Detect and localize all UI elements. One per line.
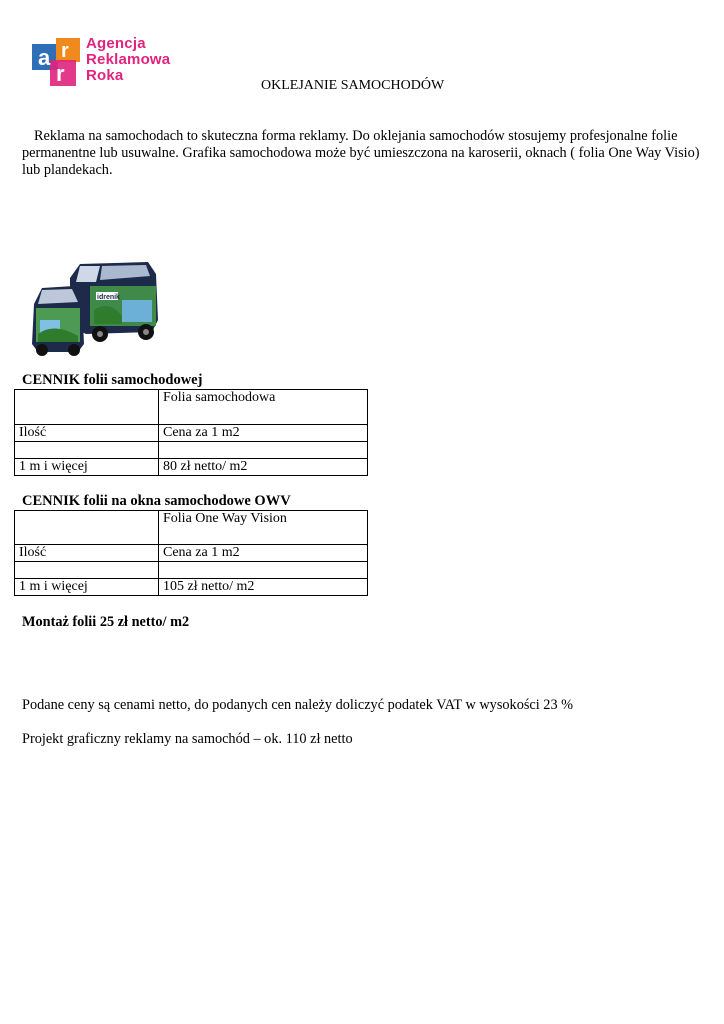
table1-col2-label: Cena za 1 m2: [159, 425, 368, 442]
logo-letter-r1: r: [61, 40, 69, 62]
wrapped-van-image: [30, 260, 162, 358]
price-table-car-foil: [14, 389, 368, 476]
logo-letter-a: a: [38, 45, 51, 70]
price-table-owv-foil: [14, 510, 368, 596]
mounting-price: Montaż folii 25 zł netto/ m2: [22, 614, 190, 630]
logo-letter-r2: r: [56, 61, 65, 86]
table1-empty-cell: [15, 442, 159, 459]
table2-price: 105 zł netto/ m2: [159, 579, 368, 596]
page-title-text: OKLEJANIE SAMOCHODÓW: [261, 78, 445, 93]
table2-col1-label: Ilość: [15, 545, 159, 562]
table1-empty-cell-2: [159, 442, 368, 459]
intro-text: Reklama na samochodach to skuteczna forma reklamy. Do oklejania samochodów stosujemy profesjonalne folie permanentne lub usuwalne. Grafika samochodowa może być umieszczona na karoserii, oknach ( folia One Way Visio) lub plandekach.: [22, 128, 700, 178]
table1-header: Folia samochodowa: [159, 390, 368, 425]
table1-qty: 1 m i więcej: [15, 459, 159, 476]
logo-text: [86, 36, 170, 84]
table2-header: Folia One Way Vision: [159, 511, 368, 545]
table1-col1-label: Ilość: [15, 425, 159, 442]
logo-line-3: Roka: [86, 67, 124, 84]
table2-empty-cell-2: [159, 562, 368, 579]
table2-col2-label: Cena za 1 m2: [159, 545, 368, 562]
table1-header-empty: [15, 390, 159, 425]
table2-title: CENNIK folii na okna samochodowe OWV: [22, 493, 291, 509]
table2-empty-cell: [15, 562, 159, 579]
table2-qty: 1 m i więcej: [15, 579, 159, 596]
logo-line-2: Reklamowa: [86, 51, 171, 68]
table1-title: CENNIK folii samochodowej: [22, 372, 203, 388]
intro-paragraph: [22, 128, 702, 179]
table1-price: 80 zł netto/ m2: [159, 459, 368, 476]
vat-note: Podane ceny są cenami netto, do podanych cen należy doliczyć podatek VAT w wysokości 23 %: [22, 697, 574, 713]
logo-line-1: Agencja: [86, 35, 146, 52]
design-price-note: Projekt graficzny reklamy na samochód – ok. 110 zł netto: [22, 731, 353, 747]
van-brand-text: idrenik: [97, 294, 120, 301]
table2-header-empty: [15, 511, 159, 545]
